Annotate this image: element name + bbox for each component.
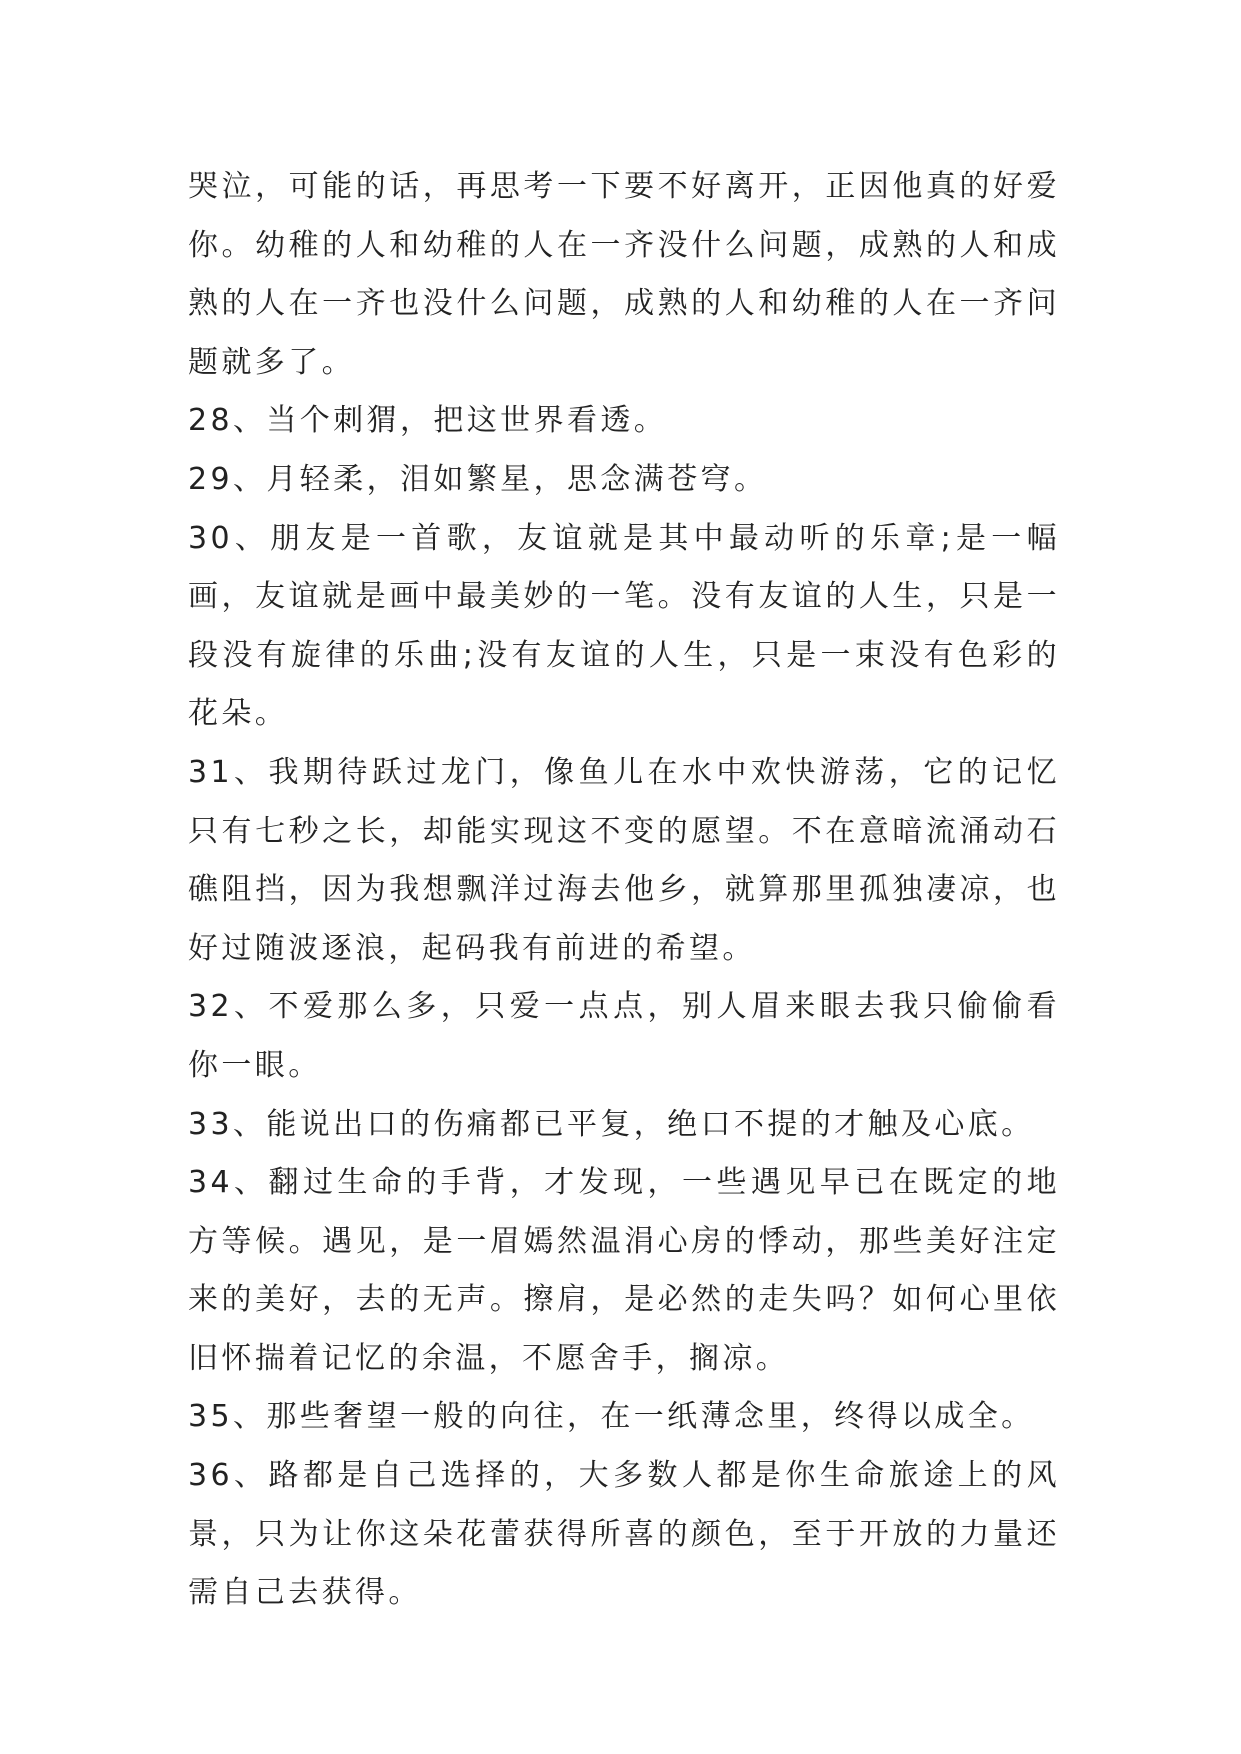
paragraph-35: 35、那些奢望一般的向往，在一纸薄念里，终得以成全。 [188,1399,1035,1435]
paragraph-36: 36、路都是自己选择的，大多数人都是你生命旅途上的风景，只为让你这朵花蕾获得所喜的颜色，至于开放的力量还需自己去获得。 [188,1458,1060,1611]
paragraph-continuation: 哭泣，可能的话，再思考一下要不好离开，正因他真的好爱你。幼稚的人和幼稚的人在一齐没什么问题，成熟的人和成熟的人在一齐也没什么问题，成熟的人和幼稚的人在一齐问题就多了。 [188,169,1060,380]
paragraph-33: 33、能说出口的伤痛都已平复，绝口不提的才触及心底。 [188,1106,1035,1142]
paragraph-30: 30、朋友是一首歌，友谊就是其中最动听的乐章;是一幅画，友谊就是画中最美妙的一笔。没有友谊的人生，只是一段没有旋律的乐曲;没有友谊的人生，只是一束没有色彩的花朵。 [188,520,1060,732]
paragraph-29: 29、月轻柔，泪如繁星，思念满苍穹。 [188,461,768,497]
paragraph-31: 31、我期待跃过龙门，像鱼儿在水中欢快游荡，它的记忆只有七秒之长，却能实现这不变的愿望。不在意暗流涌动石礁阻挡，因为我想飘洋过海去他乡，就算那里孤独凄凉，也好过随波逐浪，起码我有前进的希望。 [188,754,1060,966]
paragraph-34: 34、翻过生命的手背，才发现，一些遇见早已在既定的地方等候。遇见，是一眉嫣然温涓心房的悸动，那些美好注定来的美好，去的无声。擦肩，是必然的走失吗？如何心里依旧怀揣着记忆的余温，不愿舍手，搁凉。 [188,1165,1060,1376]
paragraph-28: 28、当个刺猬，把这世界看透。 [188,403,668,439]
paragraph-32: 32、不爱那么多，只爱一点点，别人眉来眼去我只偷偷看你一眼。 [188,989,1060,1083]
document-page [188,158,1060,1623]
